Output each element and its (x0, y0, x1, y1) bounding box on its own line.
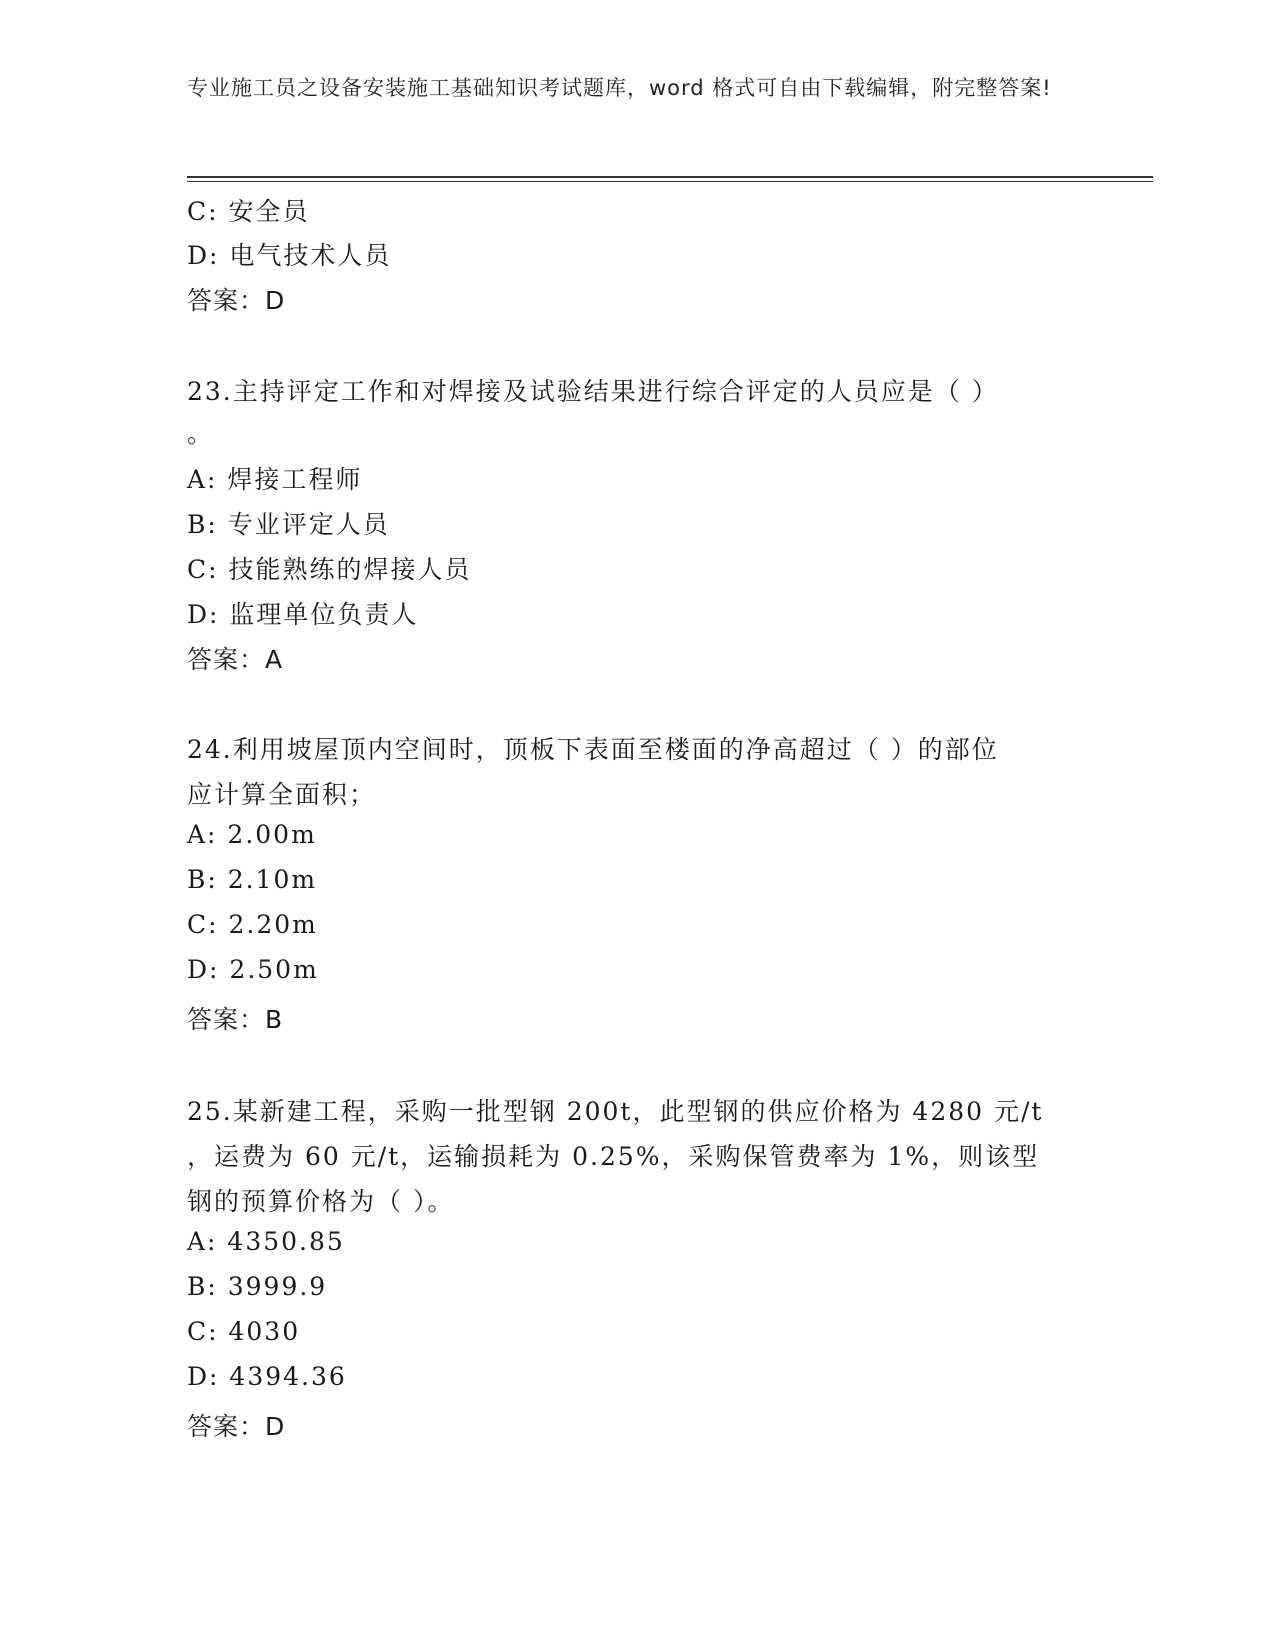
question-stem: 钢的预算价格为（ ）。 (187, 1187, 455, 1216)
question-stem: 24.利用坡屋顶内空间时，顶板下表面至楼面的净高超过（ ）的部位 (187, 735, 999, 764)
option-c: C: 4030 (187, 1317, 301, 1346)
header-divider (187, 176, 1153, 178)
option-c: C: 技能熟练的焊接人员 (187, 555, 472, 584)
option-b: B: 2.10m (187, 865, 318, 894)
answer-line: 答案：D (187, 286, 286, 315)
question-stem: 25.某新建工程，采购一批型钢 200t，此型钢的供应价格为 4280 元/t (187, 1097, 1044, 1126)
question-stem: 应计算全面积； (187, 780, 377, 809)
option-d: D: 监理单位负责人 (187, 600, 419, 629)
question-stem: 。 (187, 419, 215, 448)
document-header: 专业施工员之设备安装施工基础知识考试题库，word 格式可自由下载编辑，附完整答案! (187, 76, 1052, 100)
option-a: A: 焊接工程师 (187, 465, 363, 494)
answer-line: 答案：B (187, 1005, 284, 1034)
option-b: B: 3999.9 (187, 1272, 328, 1301)
answer-line: 答案：A (187, 645, 284, 674)
header-divider-thin (187, 181, 1153, 182)
option-c: C: 安全员 (187, 197, 310, 226)
option-a: A: 4350.85 (187, 1227, 345, 1256)
option-d: D: 2.50m (187, 955, 319, 984)
question-stem: ，运费为 60 元/t，运输损耗为 0.25%，采购保管费率为 1%，则该型 (187, 1142, 1040, 1171)
question-stem: 23.主持评定工作和对焊接及试验结果进行综合评定的人员应是（ ） (187, 377, 999, 406)
answer-line: 答案：D (187, 1412, 286, 1441)
option-d: D: 电气技术人员 (187, 241, 392, 270)
option-a: A: 2.00m (187, 820, 317, 849)
option-b: B: 专业评定人员 (187, 510, 390, 539)
option-d: D: 4394.36 (187, 1362, 347, 1391)
option-c: C: 2.20m (187, 910, 318, 939)
